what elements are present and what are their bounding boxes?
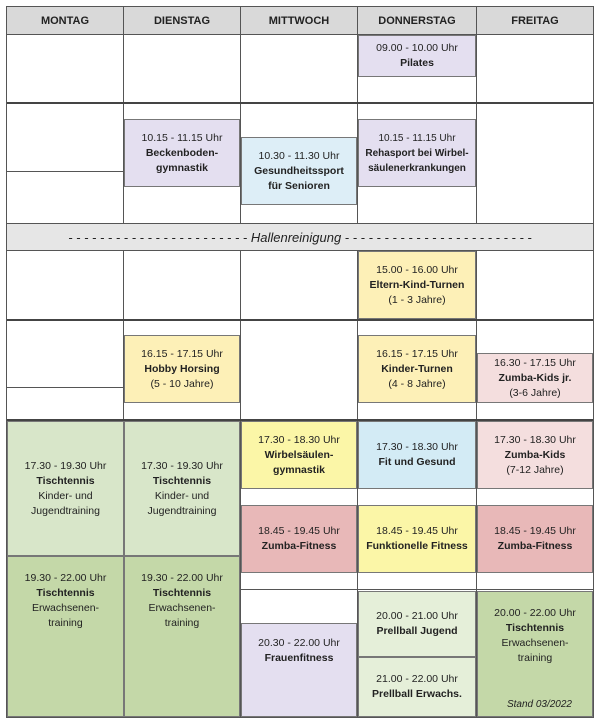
row-divider (7, 319, 593, 321)
slot-name: Rehasport bei Wirbel- (365, 147, 469, 159)
slot-name: Tischtennis (36, 474, 95, 487)
row-divider (7, 102, 593, 104)
slot-hobby-horsing (124, 335, 240, 403)
slot-zumba-fitness-mi (241, 505, 357, 573)
slot-desc: Erwachsenen- (148, 602, 216, 614)
slot-zumba-kids (477, 421, 593, 489)
slot-funktionelle-fitness (358, 505, 476, 573)
slot-desc: training (164, 617, 200, 629)
slot-tischtennis-di-erwachsene (124, 556, 240, 717)
slot-desc: training (48, 617, 83, 629)
slot-time: 19.30 - 22.00 Uhr (24, 572, 107, 584)
slot-name: Hobby Horsing (144, 362, 220, 375)
slot-age: (3-6 Jahre) (509, 386, 561, 399)
slot-name: Zumba-Fitness (497, 540, 573, 552)
row-divider (7, 171, 124, 172)
slot-rehasport (358, 119, 476, 187)
slot-wirbelsaeulen-gymnastik (241, 421, 357, 489)
slot-time: 16.30 - 17.15 Uhr (494, 356, 576, 369)
slot-time: 16.15 - 17.15 Uhr (141, 347, 223, 360)
slot-desc: Kinder- und (38, 489, 93, 502)
slot-name: Frauenfitness (264, 652, 334, 664)
row-divider (7, 387, 124, 388)
slot-name: Fit und Gesund (378, 456, 456, 468)
slot-name: Prellball Erwachs. (372, 688, 462, 700)
slot-time: 10.15 - 11.15 Uhr (378, 132, 456, 144)
slot-name: Funktionelle Fitness (366, 540, 468, 552)
slot-prellball-erwachsene (358, 657, 476, 717)
slot-desc: Kinder- und (154, 489, 210, 502)
slot-tischtennis-fr-erwachsene (477, 591, 593, 717)
slot-time: 18.45 - 19.45 Uhr (494, 525, 576, 537)
slot-name: Tischtennis (505, 622, 565, 634)
slot-zumba-fitness-fr (477, 505, 593, 573)
row-divider (241, 589, 593, 590)
slot-name: Zumba-Fitness (261, 540, 337, 552)
slot-time: 10.30 - 11.30 Uhr (258, 149, 340, 162)
slot-time: 17.30 - 18.30 Uhr (258, 433, 340, 446)
slot-name: Zumba-Kids jr. (498, 371, 572, 384)
slot-name: Tischtennis (152, 474, 212, 487)
slot-name: Gesundheitssport (254, 164, 344, 177)
slot-fit-und-gesund (358, 421, 476, 489)
slot-time: 17.30 - 19.30 Uhr (24, 459, 107, 472)
slot-time: 17.30 - 18.30 Uhr (376, 441, 458, 453)
slot-age: (7-12 Jahre) (506, 463, 564, 476)
slot-desc: training (517, 652, 553, 664)
schedule-grid (6, 6, 594, 718)
slot-eltern-kind (358, 251, 476, 319)
slot-name: Beckenboden- (145, 146, 219, 159)
slot-name: gymnastik (273, 463, 325, 476)
slot-age: (1 - 3 Jahre) (388, 293, 446, 306)
slot-time: 17.30 - 19.30 Uhr (141, 459, 223, 472)
stand-date: Stand 03/2022 (506, 699, 572, 710)
slot-name: Prellball Jugend (376, 625, 458, 637)
header-donnerstag: DONNERSTAG (358, 7, 477, 35)
slot-time: 18.45 - 19.45 Uhr (376, 525, 458, 537)
slot-beckenboden (124, 119, 240, 187)
slot-name: Zumba-Kids (504, 448, 566, 461)
slot-age: (4 - 8 Jahre) (388, 377, 446, 390)
slot-tischtennis-mo-jugend (7, 421, 124, 556)
slot-kinder-turnen (358, 335, 476, 403)
slot-time: 16.15 - 17.15 Uhr (376, 347, 458, 360)
slot-time: 21.00 - 22.00 Uhr (376, 673, 458, 685)
slot-name: säulenerkrankungen (368, 162, 466, 174)
slot-time: 20.00 - 21.00 Uhr (376, 610, 458, 622)
slot-time: 20.00 - 22.00 Uhr (494, 607, 576, 619)
slot-frauenfitness (241, 623, 357, 717)
slot-desc: Jugendtraining (31, 504, 100, 517)
slot-age: (5 - 10 Jahre) (150, 377, 214, 390)
slot-name: Tischtennis (36, 587, 95, 599)
slot-senioren (241, 137, 357, 205)
slot-pilates (358, 35, 476, 77)
slot-time: 15.00 - 16.00 Uhr (376, 263, 458, 276)
slot-prellball-jugend (358, 591, 476, 657)
slot-name: Wirbelsäulen- (264, 448, 334, 461)
header-freitag: FREITAG (477, 7, 593, 35)
slot-tischtennis-di-jugend (124, 421, 240, 556)
slot-desc: Erwachsenen- (501, 637, 569, 649)
slot-name: Eltern-Kind-Turnen (369, 278, 465, 291)
slot-desc: Erwachsenen- (31, 602, 100, 614)
slot-time: 09.00 - 10.00 Uhr (376, 42, 458, 54)
slot-name: Kinder-Turnen (381, 362, 453, 375)
slot-name: Pilates (400, 57, 434, 69)
slot-name: Tischtennis (152, 587, 212, 599)
slot-zumba-kids-jr (477, 353, 593, 403)
slot-time: 10.15 - 11.15 Uhr (141, 131, 223, 144)
slot-time: 19.30 - 22.00 Uhr (141, 572, 223, 584)
cleaning-banner: - - - - - - - - - - - - - - - - - - - - - - - Hallenreinigung - - - - - - - - - - - - - - - - - - - - - - - - (7, 223, 593, 251)
slot-desc: Jugendtraining (147, 504, 217, 517)
slot-time: 17.30 - 18.30 Uhr (494, 433, 576, 446)
slot-tischtennis-mo-erwachsene (7, 556, 124, 717)
header-dienstag: DIENSTAG (124, 7, 241, 35)
slot-time: 18.45 - 19.45 Uhr (258, 525, 340, 537)
slot-time: 20.30 - 22.00 Uhr (258, 637, 340, 649)
slot-name: für Senioren (268, 179, 330, 192)
header-montag: MONTAG (7, 7, 124, 35)
slot-name: gymnastik (156, 161, 208, 174)
header-mittwoch: MITTWOCH (241, 7, 358, 35)
